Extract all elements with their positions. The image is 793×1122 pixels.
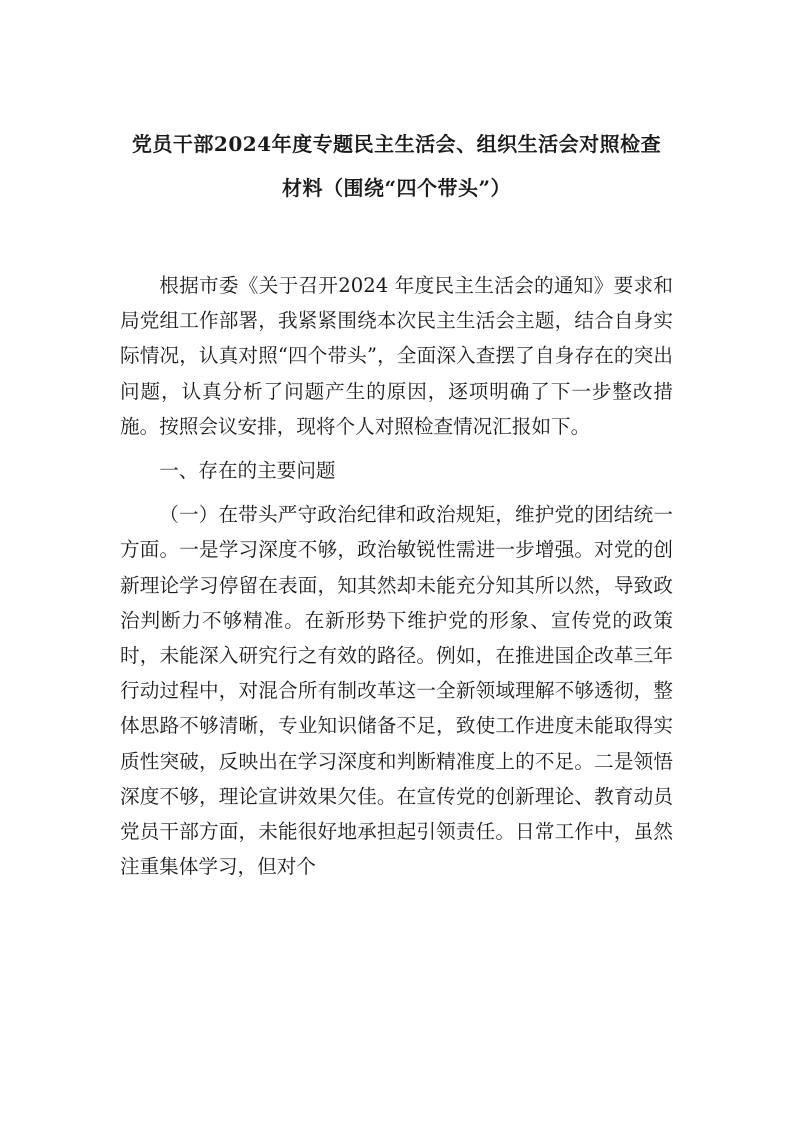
section-heading: 一、存在的主要问题 xyxy=(159,459,336,483)
title-line-1: 党员干部2024年度专题民主生活会、组织生活会对照检查 xyxy=(131,132,662,156)
title-line-2: 材料（围绕“四个带头”） xyxy=(281,176,511,200)
document-body xyxy=(120,268,673,884)
document-title xyxy=(120,122,673,210)
section-paragraph: （一）在带头严守政治纪律和政治规矩，维护党的团结统一方面。一是学习深度不够，政治敏锐性需进一步增强。对党的创新理论学习停留在表面，知其然却未能充分知其所以然，导致政治判断力不够精准。在新形势下维护党的形象、宣传党的政策时，未能深入研究行之有效的路径。例如，在推进国企改革三年行动过程中，对混合所有制改革这一全新领域理解不够透彻，整体思路不够清晰，专业知识储备不足，致使工作进度未能取得实质性突破，反映出在学习深度和判断精准度上的不足。二是领悟深度不够，理论宣讲效果欠佳。在宣传党的创新理论、教育动员党员干部方面，未能很好地承担起引领责任。日常工作中，虽然注重集体学习，但对个 xyxy=(120,503,673,879)
intro-paragraph: 根据市委《关于召开2024 年度民主生活会的通知》要求和局党组工作部署，我紧紧围绕本次民主生活会主题，结合自身实际情况，认真对照“四个带头”，全面深入查摆了自身存在的突出问题，认真分析了问题产生的原因，逐项明确了下一步整改措施。按照会议安排，现将个人对照检查情况汇报如下。 xyxy=(120,274,673,438)
